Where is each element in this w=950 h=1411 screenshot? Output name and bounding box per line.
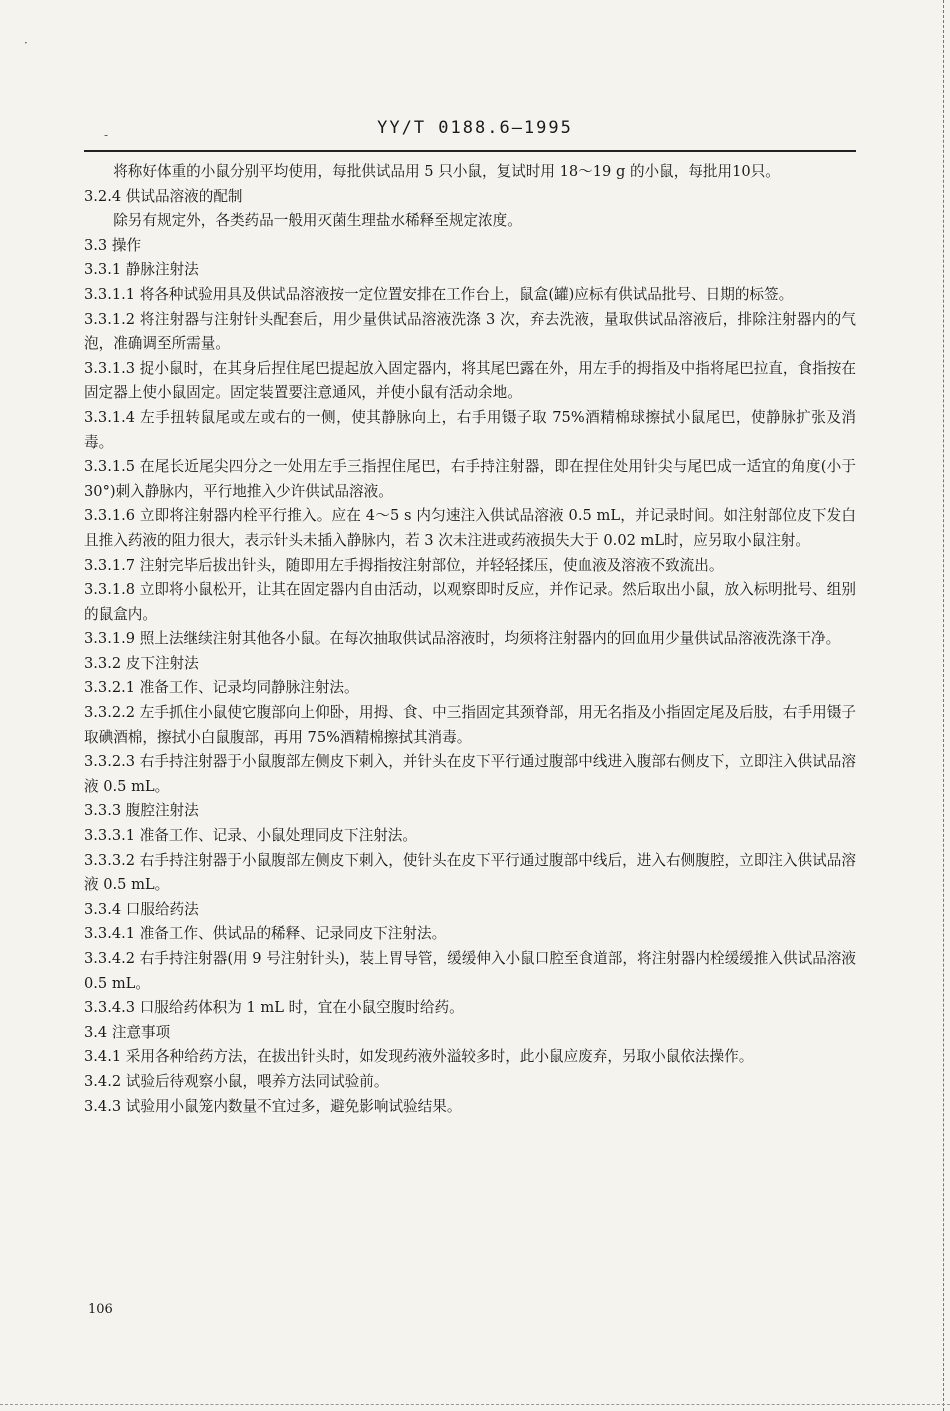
paragraph: 3.2.4 供试品溶液的配制 [84,187,243,205]
paragraph: 3.3.4.1 准备工作、供试品的稀释、记录同皮下注射法。 [84,925,447,943]
paragraph: 3.3.4.2 右手持注射器(用 9 号注射针头)，装上胃导管，缓缓伸入小鼠口腔至食道部，将注射器内栓缓缓推入供试品溶液 0.5 mL。 [84,950,856,992]
standard-code-header: YY/T 0188.6—1995 [377,118,573,138]
paragraph: 3.4 注意事项 [84,1023,171,1041]
paragraph: 3.4.2 试验后待观察小鼠，喂养方法同试验前。 [84,1072,389,1090]
header-rule [84,150,856,152]
scan-edge-line [943,0,944,1411]
paragraph: 3.3.2 皮下注射法 [84,654,199,672]
paragraph: 3.3.1.5 在尾长近尾尖四分之一处用左手三指捏住尾巴，右手持注射器，即在捏住处用针尖与尾巴成一适宜的角度(小于 30°)刺入静脉内，平行地推入少许供试品溶液。 [84,458,856,500]
paragraph: 3.3.1.7 注射完毕后拔出针头，随即用左手拇指按注射部位，并轻轻揉压，使血液及溶液不致流出。 [84,556,724,574]
paragraph: 3.3.3 腹腔注射法 [84,802,199,820]
paragraph: 3.4.1 采用各种给药方法，在拔出针头时，如发现药液外溢较多时，此小鼠应废弃，另取小鼠依法操作。 [84,1048,754,1066]
paragraph: 3.3.1.3 捉小鼠时，在其身后捏住尾巴提起放入固定器内，将其尾巴露在外，用左手的拇指及中指将尾巴拉直，食指按在固定器上使小鼠固定。固定装置要注意通风，并使小鼠有活动余地。 [84,359,856,402]
paragraph: 3.3.2.3 右手持注射器于小鼠腹部左侧皮下刺入，并针头在皮下平行通过腹部中线进入腹部右侧皮下，立即注入供试品溶液 0.5 mL。 [84,753,856,795]
scan-speck: · [24,36,28,50]
paragraph: 3.3.1.2 将注射器与注射针头配套后，用少量供试品溶液洗涤 3 次，弃去洗液，量取供试品溶液后，排除注射器内的气泡，准确调至所需量。 [84,310,856,353]
paragraph: 3.3.1.4 左手扭转鼠尾或左或右的一侧，使其静脉向上，右手用镊子取 75%酒精棉球擦拭小鼠尾巴，使静脉扩张及消毒。 [84,408,856,451]
scan-speck: - [104,128,109,142]
scan-bottom-line [0,1404,950,1405]
paragraph: 将称好体重的小鼠分别平均使用，每批供试品用 5 只小鼠，复试时用 18～19 g 的小鼠，每批用10只。 [113,163,780,180]
paragraph: 3.3.4.3 口服给药体积为 1 mL 时，宜在小鼠空腹时给药。 [84,999,464,1017]
paragraph: 3.3.3.1 准备工作、记录、小鼠处理同皮下注射法。 [84,827,417,845]
page-number: 106 [88,1302,113,1317]
paragraph: 3.3.1.9 照上法继续注射其他各小鼠。在每次抽取供试品溶液时，均须将注射器内的回血用少量供试品溶液洗涤干净。 [84,630,841,648]
paragraph: 3.3.2.1 准备工作、记录均同静脉注射法。 [84,679,359,697]
paragraph: 3.3.1 静脉注射法 [84,261,199,279]
paragraph: 3.3.1.8 立即将小鼠松开，让其在固定器内自由活动，以观察即时反应，并作记录。然后取出小鼠，放入标明批号、组别的鼠盒内。 [84,581,856,623]
paragraph: 3.3.1.1 将各种试验用具及供试品溶液按一定位置安排在工作台上，鼠盒(罐)应标有供试品批号、日期的标签。 [84,285,794,303]
paragraph: 除另有规定外，各类药品一般用灭菌生理盐水稀释至规定浓度。 [113,212,522,230]
body-text [84,160,856,1119]
paragraph: 3.3.3.2 右手持注射器于小鼠腹部左侧皮下刺入，使针头在皮下平行通过腹部中线后，进入右侧腹腔，立即注入供试品溶液 0.5 mL。 [84,851,856,894]
paragraph: 3.3 操作 [84,236,142,254]
paragraph: 3.3.4 口服给药法 [84,900,199,918]
paragraph: 3.3.2.2 左手抓住小鼠使它腹部向上仰卧，用拇、食、中三指固定其颈脊部，用无名指及小指固定尾及后肢，右手用镊子取碘酒棉，擦拭小白鼠腹部，再用 75%酒精棉擦拭其消毒。 [84,704,856,746]
paragraph: 3.4.3 试验用小鼠笼内数量不宜过多，避免影响试验结果。 [84,1097,462,1115]
paragraph: 3.3.1.6 立即将注射器内栓平行推入。应在 4～5 s 内匀速注入供试品溶液 0.5 mL，并记录时间。如注射部位皮下发白且推入药液的阻力很大，表示针头未插入静脉内，若 3 次未注进或药液损失大于 0.02 mL时，应另取小鼠注射。 [84,507,856,549]
